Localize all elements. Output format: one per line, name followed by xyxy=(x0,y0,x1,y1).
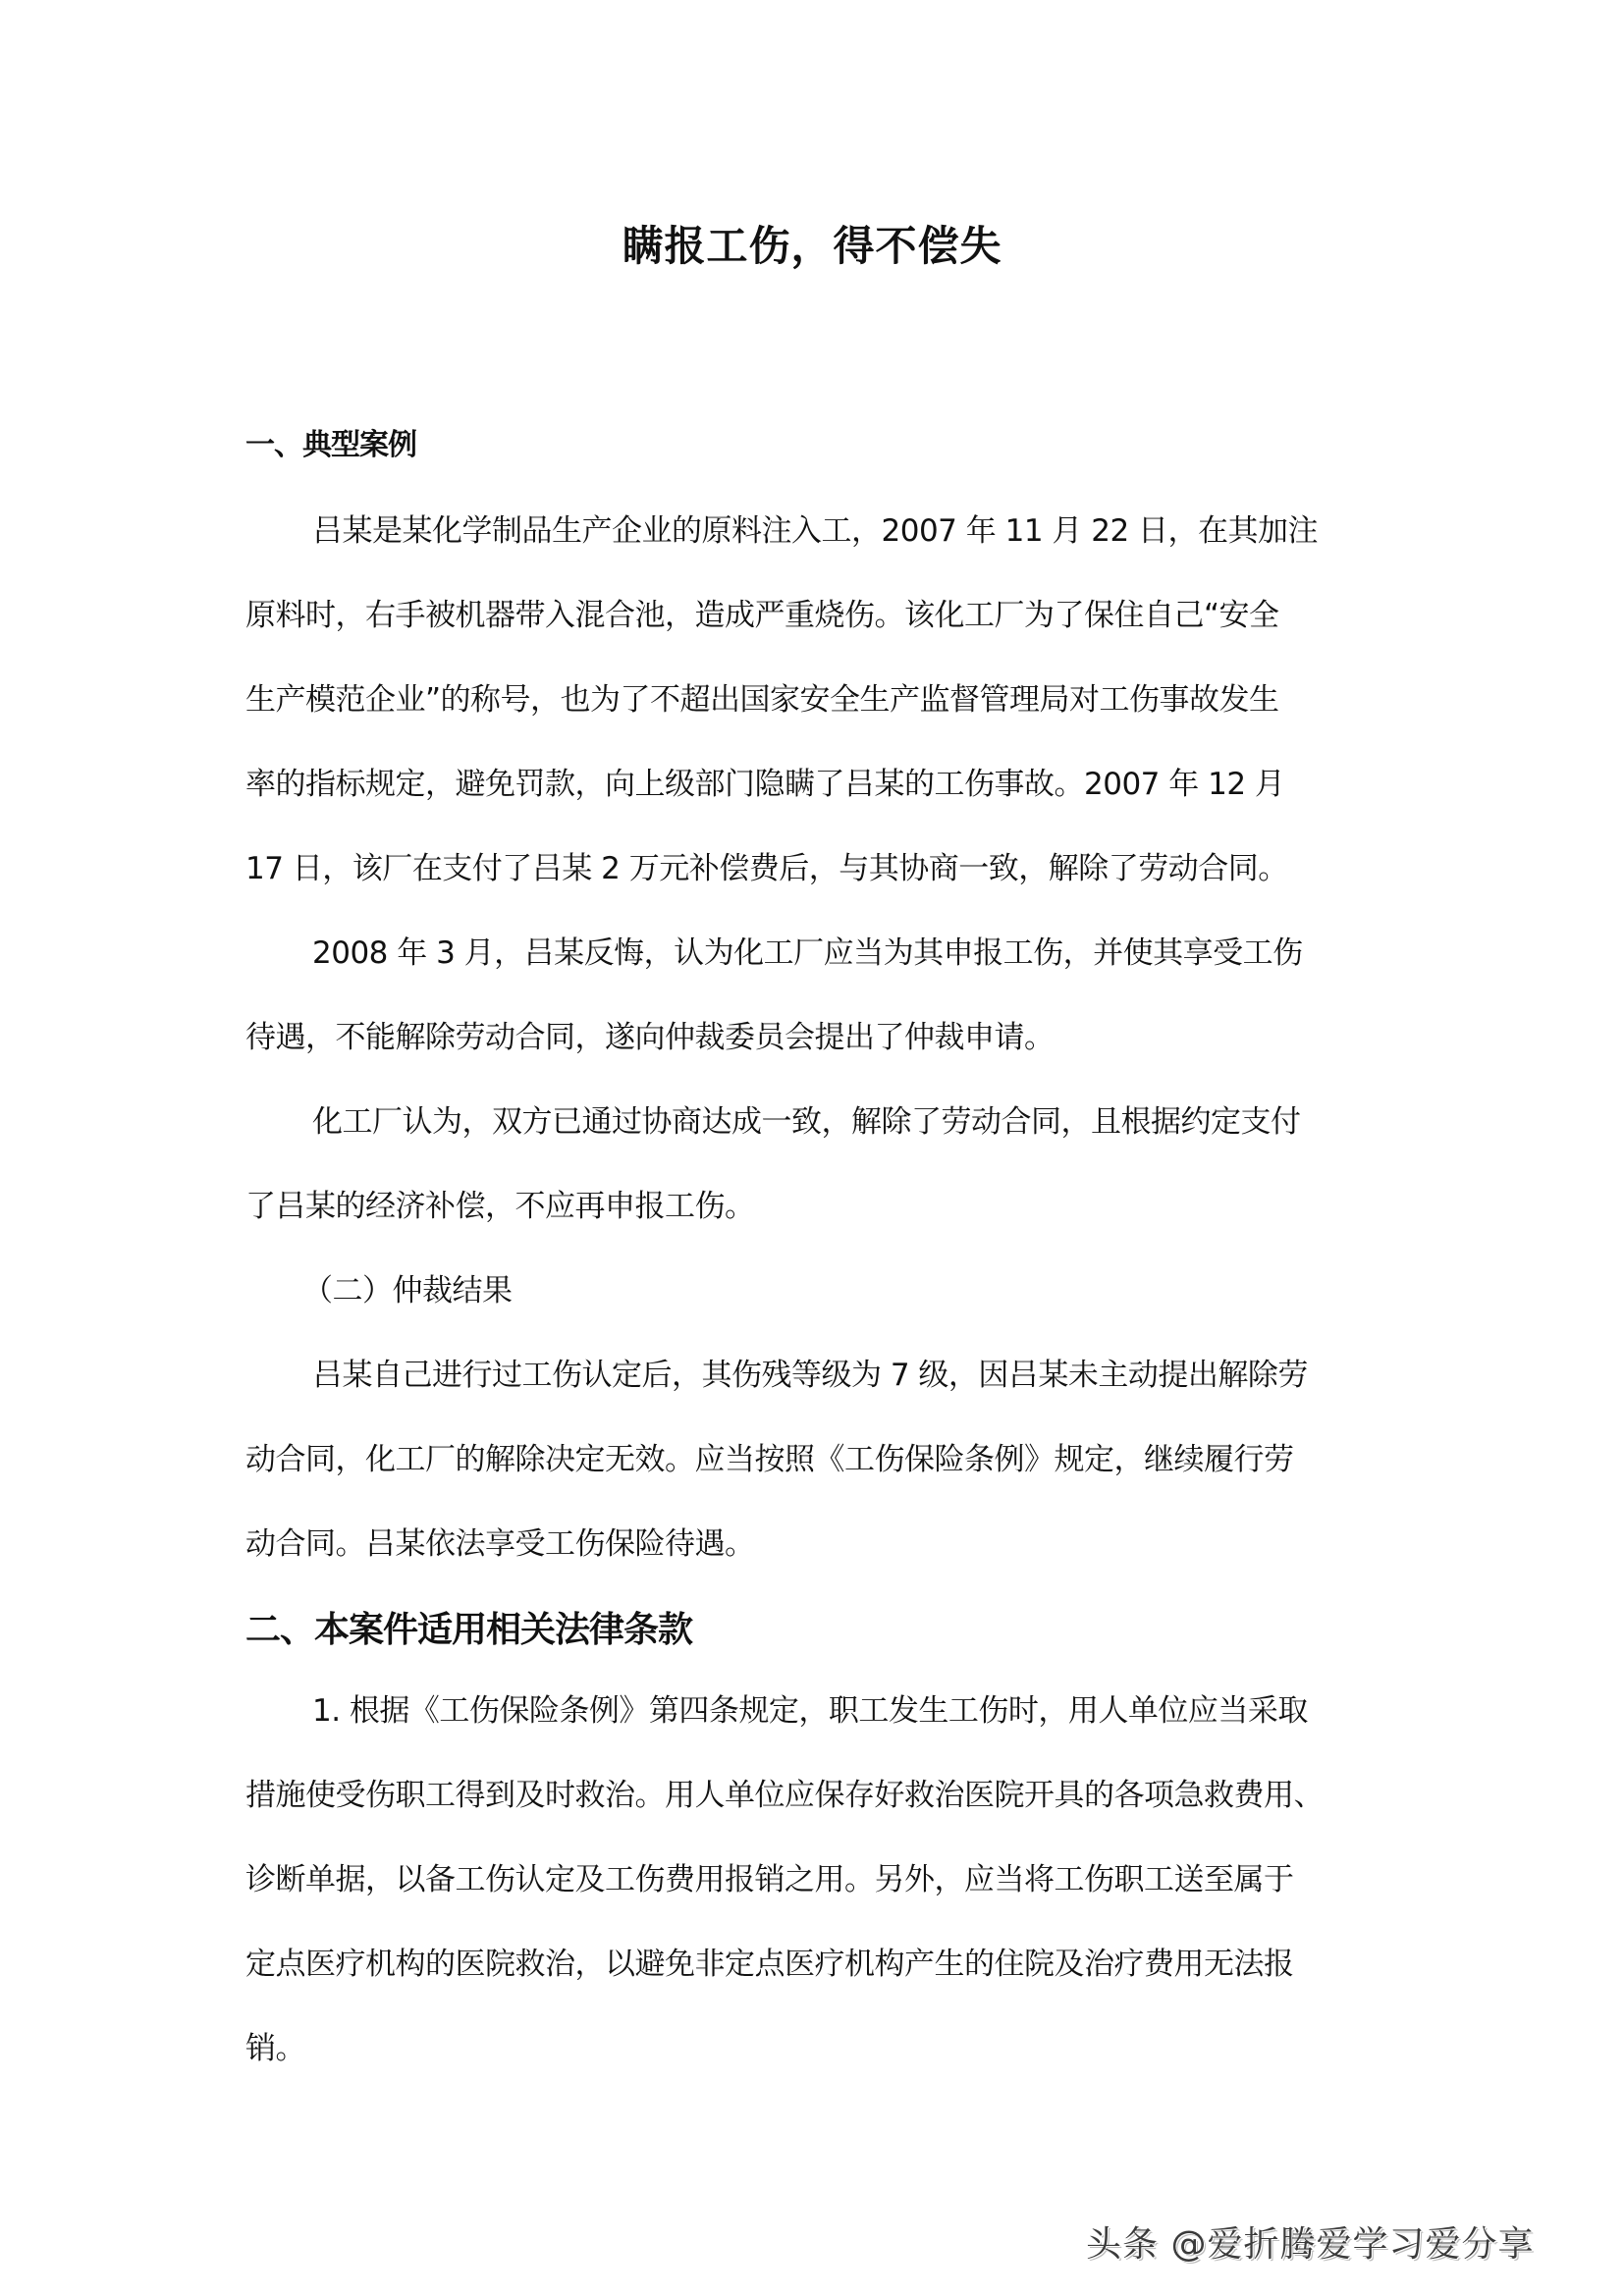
text-line: 措施使受伤职工得到及时救治。用人单位应保存好救治医院开具的各项急救费用、 xyxy=(245,1778,1324,1813)
text-line: 1. 根据《工伤保险条例》第四条规定，职工发生工伤时，用人单位应当采取 xyxy=(312,1693,1308,1729)
text-line: 诊断单据，以备工伤认定及工伤费用报销之用。另外，应当将工伤职工送至属于 xyxy=(245,1862,1294,1897)
text-line: 17 日，该厂在支付了吕某 2 万元补偿费后，与其协商一致，解除了劳动合同。 xyxy=(245,851,1288,886)
text-line: 吕某自己进行过工伤认定后，其伤残等级为 7 级，因吕某未主动提出解除劳 xyxy=(312,1358,1308,1393)
document-title: 瞒报工伤，得不偿失 xyxy=(622,222,1002,270)
text-line: 率的指标规定，避免罚款，向上级部门隐瞒了吕某的工伤事故。2007 年 12 月 xyxy=(245,767,1285,802)
text-line: 吕某是某化学制品生产企业的原料注入工，2007 年 11 月 22 日，在其加注 xyxy=(312,513,1319,549)
text-line: 2008 年 3 月，吕某反悔，认为化工厂应当为其申报工伤，并使其享受工伤 xyxy=(312,935,1303,971)
text-line: 销。 xyxy=(245,2031,305,2066)
text-line: 待遇，不能解除劳动合同，遂向仲裁委员会提出了仲裁申请。 xyxy=(245,1020,1055,1055)
text-line: 原料时，右手被机器带入混合池，造成严重烧伤。该化工厂为了保住自己“安全 xyxy=(245,598,1279,633)
section-heading-legal-provisions: 二、本案件适用相关法律条款 xyxy=(245,1610,693,1650)
text-line: 了吕某的经济补偿，不应再申报工伤。 xyxy=(245,1189,755,1224)
watermark: 头条 @爱折腾爱学习爱分享 xyxy=(1086,2224,1535,2265)
text-line: 化工厂认为，双方已通过协商达成一致，解除了劳动合同，且根据约定支付 xyxy=(312,1104,1301,1140)
text-line: 生产模范企业”的称号，也为了不超出国家安全生产监督管理局对工伤事故发生 xyxy=(245,682,1279,718)
text-line: 动合同，化工厂的解除决定无效。应当按照《工伤保险条例》规定，继续履行劳 xyxy=(245,1442,1294,1477)
text-line: 定点医疗机构的医院救治，以避免非定点医疗机构产生的住院及治疗费用无法报 xyxy=(245,1947,1294,1982)
subheading-arbitration-result: （二）仲裁结果 xyxy=(302,1273,513,1308)
text-line: 动合同。吕某依法享受工伤保险待遇。 xyxy=(245,1526,755,1562)
section-heading-typical-case: 一、典型案例 xyxy=(245,428,416,462)
